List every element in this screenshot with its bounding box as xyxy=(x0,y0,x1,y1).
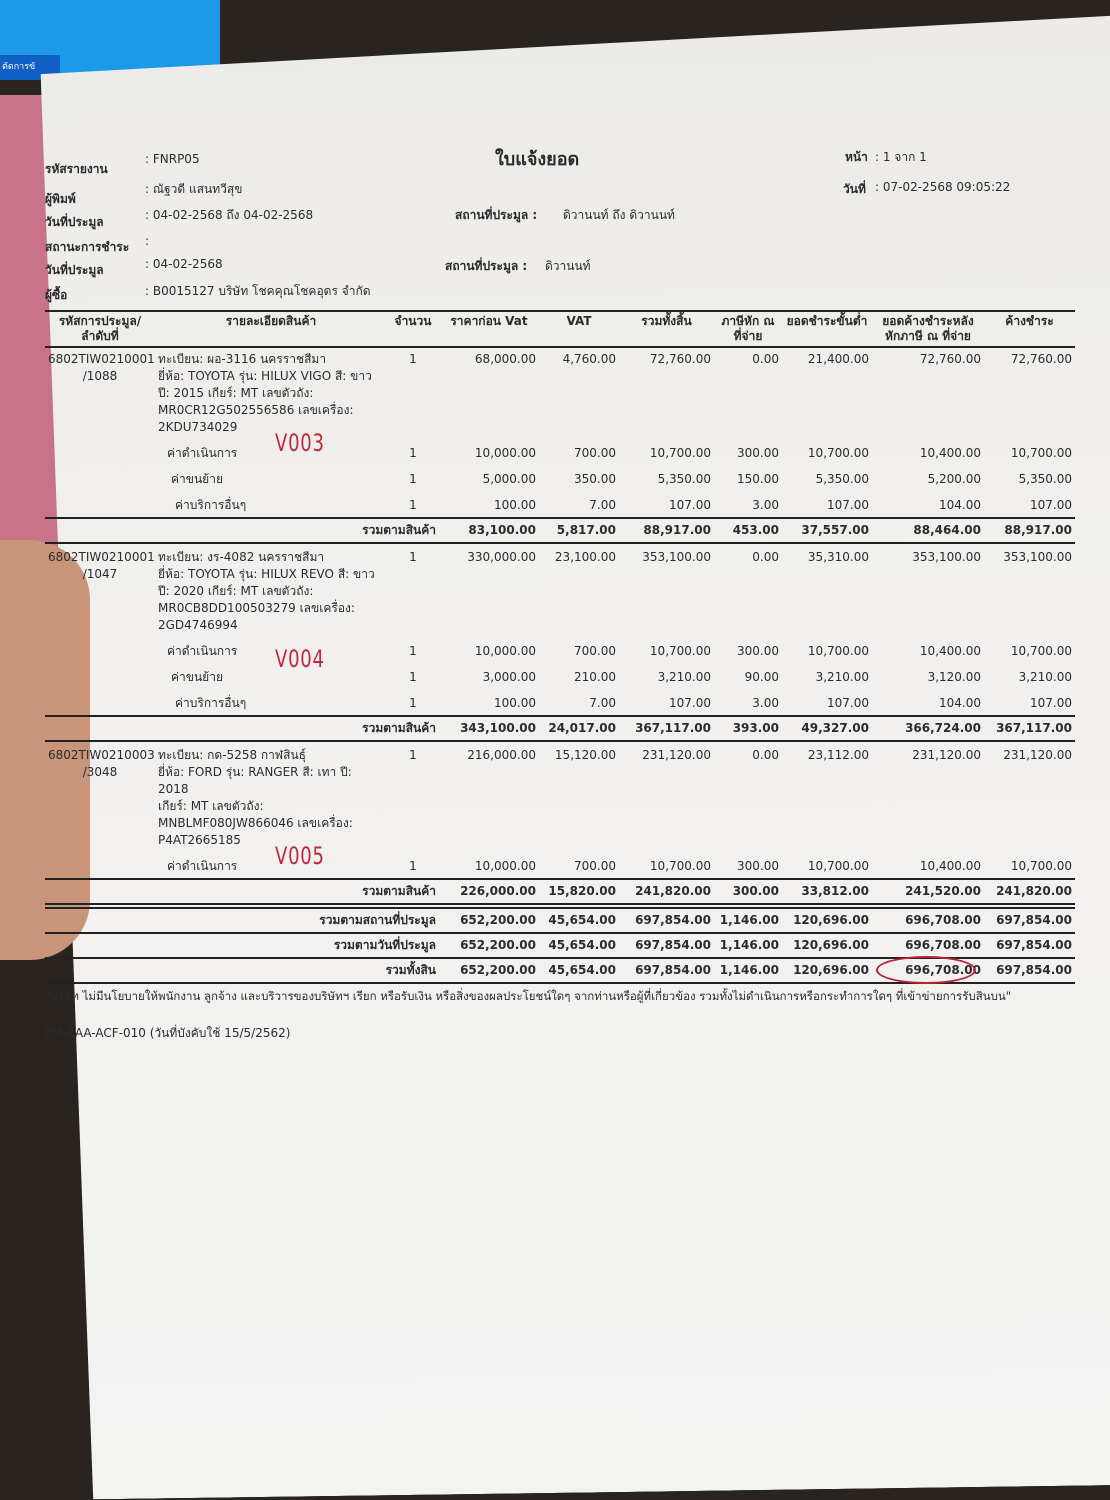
auction-code-cell xyxy=(45,347,155,439)
total-withholding: 1,146.00 xyxy=(714,908,782,933)
cell-vat: 23,100.00 xyxy=(554,550,616,564)
subtotal-price: 83,100.00 xyxy=(439,518,539,543)
cell-min-payment: 10,700.00 xyxy=(807,859,869,873)
cell-price: 10,000.00 xyxy=(474,644,536,658)
disclaimer: "บริษัท ไม่มีนโยบายให้พนักงาน ลูกจ้าง และบริวารของบริษัทฯ เรียก หรือรับเงิน หรือสิ่งของผลประโยชน์ใดๆ จากท่านหรือผู้ที่เกี่ยวข้อง รวมทั้งไม่ดำเนินการหรือกระทำการใดๆ ที่เข้าข่ายการรับสินบน" xyxy=(45,989,1012,1003)
cell-total: 5,350.00 xyxy=(657,472,711,486)
cell-outstanding-after-tax: 10,400.00 xyxy=(919,644,981,658)
auction-seq: /1088 xyxy=(82,369,118,383)
subtotal-price: 343,100.00 xyxy=(439,716,539,741)
subtotal-outstanding: 88,917.00 xyxy=(984,518,1075,543)
auction-code-cell xyxy=(45,744,155,852)
handwritten-annotation: V004 xyxy=(275,645,325,673)
subtotal-min-payment: 33,812.00 xyxy=(782,879,872,904)
cell-withholding: 3.00 xyxy=(752,696,779,710)
total-outstanding: 697,854.00 xyxy=(984,908,1075,933)
cell-min-payment: 23,112.00 xyxy=(807,748,869,762)
auction-code: 6802TIW0210001 xyxy=(48,352,155,366)
empty-cell xyxy=(45,491,155,518)
payment-status-label: สถานะการชำระ xyxy=(45,240,130,254)
total-min-payment: 120,696.00 xyxy=(782,908,872,933)
buyer: : B0015127 บริษัท โชคคุณโชคอุดร จำกัด xyxy=(145,284,371,298)
cell-outstanding: 10,700.00 xyxy=(1010,446,1072,460)
cell-outstanding-after-tax: 72,760.00 xyxy=(919,352,981,366)
cell-min-payment: 10,700.00 xyxy=(807,446,869,460)
vehicle-detail-line: ทะเบียน: งร-4082 นครราชสีมา xyxy=(158,550,325,564)
buyer-label: ผู้ซื้อ xyxy=(45,288,68,302)
cell-withholding: 0.00 xyxy=(752,352,779,366)
total-withholding: 1,146.00 xyxy=(714,958,782,983)
cell-min-payment: 35,310.00 xyxy=(807,550,869,564)
page-label: หน้า xyxy=(845,150,868,164)
cell-vat: 7.00 xyxy=(589,498,616,512)
cell-min-payment: 10,700.00 xyxy=(807,644,869,658)
vehicle-detail-line: ทะเบียน: กด-5258 กาฬสินธุ์ xyxy=(158,748,306,762)
col-header-qty: จำนวน xyxy=(387,311,439,347)
auction-code: 6802TIW0210001 xyxy=(48,550,155,564)
cell-price: 10,000.00 xyxy=(474,859,536,873)
cell-qty: 1 xyxy=(409,352,417,366)
cell-qty: 1 xyxy=(409,696,417,710)
table-row-total xyxy=(45,908,1075,933)
total-outstanding: 697,854.00 xyxy=(984,933,1075,958)
cell-vat: 350.00 xyxy=(574,472,616,486)
table-row-subtotal xyxy=(45,879,1075,904)
document-header xyxy=(45,150,1085,310)
total-vat: 45,654.00 xyxy=(539,958,619,983)
cell-outstanding-after-tax: 10,400.00 xyxy=(919,859,981,873)
empty-cell xyxy=(45,439,155,465)
vehicle-detail-line: ยี่ห้อ: TOYOTA รุ่น: HILUX VIGO สี: ขาว xyxy=(158,369,372,383)
background-monitor-text: ตัดการขั xyxy=(0,55,60,80)
auction-seq: /1047 xyxy=(82,567,118,581)
total-total: 697,854.00 xyxy=(619,908,714,933)
col-header-min-payment: ยอดชำระขั้นต่ำ xyxy=(782,311,872,347)
vehicle-detail xyxy=(155,347,387,439)
page-title: ใบแจ้งยอด xyxy=(495,149,580,170)
subtotal-withholding: 300.00 xyxy=(714,879,782,904)
cell-outstanding-after-tax: 10,400.00 xyxy=(919,446,981,460)
cell-vat: 700.00 xyxy=(574,644,616,658)
payment-status: : xyxy=(145,234,150,248)
vehicle-detail-line: ปี: 2015 เกียร์: MT เลขตัวถัง: xyxy=(158,386,314,400)
col-header-detail: รายละเอียดสินค้า xyxy=(155,311,387,347)
cell-outstanding-after-tax: 231,120.00 xyxy=(912,748,981,762)
auction-date2-label: วันที่ประมูล xyxy=(45,263,104,277)
empty-cell xyxy=(45,637,155,663)
col-header-price: ราคาก่อน Vat xyxy=(439,311,539,347)
total-label: รวมตามสถานที่ประมูล xyxy=(45,908,439,933)
service-name: ค่าดำเนินการ xyxy=(167,644,238,658)
cell-qty: 1 xyxy=(409,748,417,762)
handwritten-annotation: V003 xyxy=(275,429,325,457)
cell-price: 5,000.00 xyxy=(482,472,536,486)
cell-total: 10,700.00 xyxy=(649,446,711,460)
cell-outstanding-after-tax: 104.00 xyxy=(939,696,981,710)
cell-qty: 1 xyxy=(409,550,417,564)
subtotal-min-payment: 49,327.00 xyxy=(782,716,872,741)
empty-cell xyxy=(45,465,155,491)
cell-outstanding: 10,700.00 xyxy=(1010,859,1072,873)
total-outstanding-after-tax: 696,708.00 xyxy=(872,908,984,933)
vehicle-detail xyxy=(155,546,387,637)
cell-price: 68,000.00 xyxy=(474,352,536,366)
subtotal-label: รวมตามสินค้า xyxy=(45,879,439,904)
cell-qty: 1 xyxy=(409,472,417,486)
cell-vat: 4,760.00 xyxy=(562,352,616,366)
vehicle-detail-line: MR0CR12G502556586 เลขเครื่อง: xyxy=(158,403,354,417)
vehicle-detail-line: MR0CB8DD100503279 เลขเครื่อง: xyxy=(158,601,355,615)
location-range: ดิวานนท์ ถึง ดิวานนท์ xyxy=(563,208,675,222)
cell-total: 10,700.00 xyxy=(649,644,711,658)
cell-qty: 1 xyxy=(409,670,417,684)
col-header-outstanding-after-tax: ยอดค้างชำระหลัง หักภาษี ณ ที่จ่าย xyxy=(872,311,984,347)
cell-withholding: 90.00 xyxy=(744,670,779,684)
cell-price: 10,000.00 xyxy=(474,446,536,460)
table-row-total xyxy=(45,933,1075,958)
table-row-service xyxy=(45,465,1075,491)
table-row-vehicle xyxy=(45,744,1075,852)
cell-total: 72,760.00 xyxy=(649,352,711,366)
total-price: 652,200.00 xyxy=(439,958,539,983)
total-total: 697,854.00 xyxy=(619,933,714,958)
subtotal-withholding: 453.00 xyxy=(714,518,782,543)
cell-min-payment: 5,350.00 xyxy=(815,472,869,486)
vehicle-detail-line: ปี: 2020 เกียร์: MT เลขตัวถัง: xyxy=(158,584,314,598)
location-label: สถานที่ประมูล : xyxy=(445,259,528,273)
cell-withholding: 0.00 xyxy=(752,550,779,564)
total-vat: 45,654.00 xyxy=(539,933,619,958)
subtotal-total: 367,117.00 xyxy=(619,716,714,741)
vehicle-detail xyxy=(155,744,387,852)
vehicle-detail-line: เกียร์: MT เลขตัวถัง: xyxy=(158,799,264,813)
cell-outstanding-after-tax: 3,120.00 xyxy=(927,670,981,684)
service-name: ค่าบริการอื่นๆ xyxy=(175,498,247,512)
col-header-withholding: ภาษีหัก ณ ที่จ่าย xyxy=(714,311,782,347)
location: ดิวานนท์ xyxy=(545,259,591,273)
cell-vat: 700.00 xyxy=(574,859,616,873)
col-header-outstanding: ค้างชำระ xyxy=(984,311,1075,347)
total-total: 697,854.00 xyxy=(619,958,714,983)
total-outstanding: 697,854.00 xyxy=(984,958,1075,983)
cell-outstanding: 5,350.00 xyxy=(1018,472,1072,486)
empty-cell xyxy=(45,663,155,689)
vehicle-detail-line: MNBLMF080JW866046 เลขเครื่อง: xyxy=(158,816,353,830)
cell-outstanding: 3,210.00 xyxy=(1018,670,1072,684)
cell-total: 353,100.00 xyxy=(642,550,711,564)
subtotal-vat: 24,017.00 xyxy=(539,716,619,741)
cell-withholding: 300.00 xyxy=(737,859,779,873)
cell-qty: 1 xyxy=(409,498,417,512)
subtotal-outstanding-after-tax: 241,520.00 xyxy=(872,879,984,904)
cell-outstanding: 10,700.00 xyxy=(1010,644,1072,658)
auction-date-range: : 04-02-2568 ถึง 04-02-2568 xyxy=(145,208,314,222)
table-row-service xyxy=(45,689,1075,716)
col-header-total: รวมทั้งสิ้น xyxy=(619,311,714,347)
cell-outstanding: 107.00 xyxy=(1030,498,1072,512)
vehicle-detail-line: ทะเบียน: ผอ-3116 นครราชสีมา xyxy=(158,352,327,366)
cell-price: 100.00 xyxy=(494,498,536,512)
cell-price: 330,000.00 xyxy=(467,550,536,564)
total-withholding: 1,146.00 xyxy=(714,933,782,958)
printer-label: ผู้พิมพ์ xyxy=(45,192,76,206)
auction-code: 6802TIW0210003 xyxy=(48,748,155,762)
cell-outstanding: 107.00 xyxy=(1030,696,1072,710)
cell-total: 3,210.00 xyxy=(657,670,711,684)
table-row-service xyxy=(45,663,1075,689)
total-min-payment: 120,696.00 xyxy=(782,933,872,958)
cell-vat: 15,120.00 xyxy=(554,748,616,762)
subtotal-vat: 15,820.00 xyxy=(539,879,619,904)
vehicle-detail-line: ยี่ห้อ: TOYOTA รุ่น: HILUX REVO สี: ขาว xyxy=(158,567,375,581)
subtotal-price: 226,000.00 xyxy=(439,879,539,904)
subtotal-outstanding: 367,117.00 xyxy=(984,716,1075,741)
table-row-vehicle xyxy=(45,546,1075,637)
auction-date-label: วันที่ประมูล xyxy=(45,215,104,229)
auction-code-cell xyxy=(45,546,155,637)
handwritten-circle xyxy=(876,956,976,984)
cell-price: 3,000.00 xyxy=(482,670,536,684)
empty-cell xyxy=(45,689,155,716)
cell-total: 107.00 xyxy=(669,696,711,710)
vehicle-detail-line: ยี่ห้อ: FORD รุ่น: RANGER สี: เทา ปี: 2018 xyxy=(158,765,352,796)
cell-qty: 1 xyxy=(409,644,417,658)
service-name: ค่าดำเนินการ V003 xyxy=(167,429,325,460)
table-header xyxy=(45,311,1075,347)
subtotal-label: รวมตามสินค้า xyxy=(45,716,439,741)
subtotal-outstanding-after-tax: 88,464.00 xyxy=(872,518,984,543)
total-label: รวมทั้งสิน xyxy=(45,958,439,983)
table-row-vehicle xyxy=(45,347,1075,439)
empty-cell xyxy=(45,852,155,879)
cell-total: 107.00 xyxy=(669,498,711,512)
printer-name: : ณัฐวดี แสนทวีสุข xyxy=(145,182,243,196)
cell-outstanding-after-tax: 5,200.00 xyxy=(927,472,981,486)
subtotal-outstanding-after-tax: 366,724.00 xyxy=(872,716,984,741)
table-row-subtotal xyxy=(45,716,1075,741)
cell-vat: 700.00 xyxy=(574,446,616,460)
total-vat: 45,654.00 xyxy=(539,908,619,933)
total-price: 652,200.00 xyxy=(439,933,539,958)
cell-withholding: 0.00 xyxy=(752,748,779,762)
vehicle-detail-line: 2KDU734029 xyxy=(158,420,238,434)
location-range-label: สถานที่ประมูล : xyxy=(455,208,538,222)
service-name: ค่าขนย้าย xyxy=(171,472,223,486)
table-row-service xyxy=(45,439,1075,465)
form-code: FM-AAA-ACF-010 (วันที่บังคับใช้ 15/5/2562) xyxy=(45,1026,291,1040)
subtotal-min-payment: 37,557.00 xyxy=(782,518,872,543)
auction-date2: : 04-02-2568 xyxy=(145,257,223,271)
service-name: ค่าดำเนินการ V005 xyxy=(167,842,325,873)
cell-min-payment: 107.00 xyxy=(827,498,869,512)
cell-total: 10,700.00 xyxy=(649,859,711,873)
vehicle-detail-line: P4AT2665185 xyxy=(158,833,241,847)
print-date-label: วันที่ xyxy=(843,182,866,196)
col-header-code: รหัสการประมูล/ ลำดับที่ xyxy=(45,311,155,347)
cell-outstanding-after-tax: 104.00 xyxy=(939,498,981,512)
total-outstanding-after-tax: 696,708.00 xyxy=(872,933,984,958)
cell-min-payment: 21,400.00 xyxy=(807,352,869,366)
statement-table xyxy=(45,310,1075,984)
vehicle-detail-line: 2GD4746994 xyxy=(158,618,238,632)
cell-withholding: 300.00 xyxy=(737,446,779,460)
service-name: ค่าขนย้าย V004 xyxy=(171,645,325,684)
total-min-payment: 120,696.00 xyxy=(782,958,872,983)
subtotal-vat: 5,817.00 xyxy=(539,518,619,543)
cell-outstanding: 231,120.00 xyxy=(1003,748,1072,762)
table-row-total xyxy=(45,958,1075,983)
statement-document xyxy=(45,150,1085,1043)
total-label: รวมตามวันที่ประมูล xyxy=(45,933,439,958)
report-code-label: รหัสรายงาน xyxy=(45,162,108,176)
table-row-service xyxy=(45,637,1075,663)
cell-outstanding: 353,100.00 xyxy=(1003,550,1072,564)
col-header-vat: VAT xyxy=(539,311,619,347)
subtotal-total: 241,820.00 xyxy=(619,879,714,904)
cell-vat: 7.00 xyxy=(589,696,616,710)
auction-seq: /3048 xyxy=(82,765,118,779)
cell-price: 100.00 xyxy=(494,696,536,710)
cell-withholding: 150.00 xyxy=(737,472,779,486)
cell-withholding: 300.00 xyxy=(737,644,779,658)
cell-qty: 1 xyxy=(409,446,417,460)
cell-vat: 210.00 xyxy=(574,670,616,684)
cell-outstanding-after-tax: 353,100.00 xyxy=(912,550,981,564)
print-date: : 07-02-2568 09:05:22 xyxy=(875,180,1011,194)
cell-total: 231,120.00 xyxy=(642,748,711,762)
cell-min-payment: 3,210.00 xyxy=(815,670,869,684)
table-row-service xyxy=(45,852,1075,879)
report-code: : FNRP05 xyxy=(145,152,200,166)
table-row-service xyxy=(45,491,1075,518)
cell-qty: 1 xyxy=(409,859,417,873)
cell-withholding: 3.00 xyxy=(752,498,779,512)
total-outstanding-after-tax: 696,708.00 xyxy=(872,958,984,983)
total-price: 652,200.00 xyxy=(439,908,539,933)
subtotal-label: รวมตามสินค้า xyxy=(45,518,439,543)
page-number: : 1 จาก 1 xyxy=(875,150,927,164)
cell-outstanding: 72,760.00 xyxy=(1010,352,1072,366)
subtotal-total: 88,917.00 xyxy=(619,518,714,543)
handwritten-annotation: V005 xyxy=(275,842,325,870)
subtotal-withholding: 393.00 xyxy=(714,716,782,741)
service-name: ค่าบริการอื่นๆ xyxy=(175,696,247,710)
table-row-subtotal xyxy=(45,518,1075,543)
subtotal-outstanding: 241,820.00 xyxy=(984,879,1075,904)
cell-min-payment: 107.00 xyxy=(827,696,869,710)
cell-price: 216,000.00 xyxy=(467,748,536,762)
